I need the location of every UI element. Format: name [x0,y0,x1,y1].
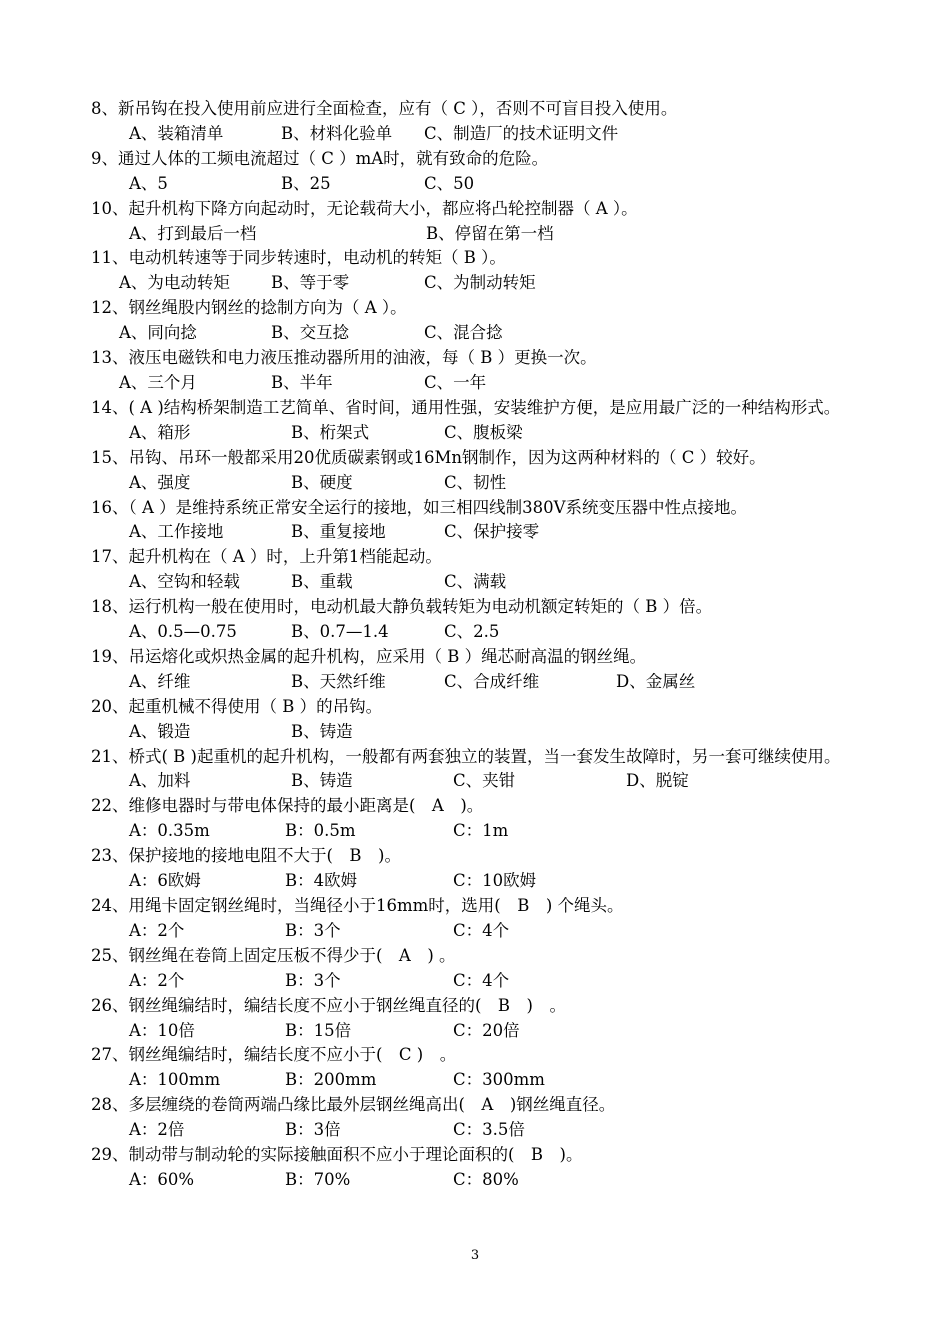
question-text: 16、（ A ）是维持系统正常安全运行的接地，如三相四线制380V系统变压器中性点接地。 [91,497,748,517]
option: A、空钩和轻载 [129,572,240,592]
question-text: 17、起升机构在（ A ）时，上升第1档能起动。 [91,547,442,567]
option: B、等于零 [271,273,350,293]
option: C、50 [424,173,475,193]
option: B、停留在第一档 [426,223,554,243]
option: B、半年 [271,372,333,392]
option-row [91,919,871,944]
option: B：3个 [285,920,341,940]
question-text: 8、新吊钩在投入使用前应进行全面检查，应有（ C ），否则不可盲目投入使用。 [91,99,678,118]
option-row [91,520,871,545]
option: C：80% [453,1169,519,1189]
option: B：70% [285,1169,351,1189]
option-row [91,1168,871,1193]
option-row [91,271,871,296]
option-row [91,570,871,595]
option: C：4个 [453,920,510,940]
page-number: 3 [470,1248,480,1263]
option: A、加料 [129,771,191,791]
option: C、合成纤维 [444,671,540,691]
question-text: 26、钢丝绳编结时，编结长度不应小于钢丝绳直径的( B ) 。 [91,995,566,1015]
option: B：4欧姆 [285,871,358,891]
option: B、材料化验单 [281,123,393,143]
option: C、一年 [424,372,487,392]
question-text: 22、维修电器时与带电体保持的最小距离是( A )。 [91,796,484,816]
option-row [91,620,871,645]
option: A、0.5—0.75 [129,622,237,642]
option-row [91,819,871,844]
option: B、重载 [291,572,353,592]
option-row [91,670,871,695]
option: C、满载 [444,572,507,592]
option: A、纤维 [129,671,191,691]
option: C、2.5 [444,622,500,642]
option: A、装箱清单 [129,123,224,143]
option-row [91,720,871,745]
option: C、保护接零 [444,522,540,542]
question-text: 19、吊运熔化或炽热金属的起升机构，应采用（ B ）绳芯耐高温的钢丝绳。 [91,646,647,666]
option: A、三个月 [119,372,197,392]
question-list [91,97,871,1193]
option: C、夹钳 [453,771,516,791]
option: B、桁架式 [291,422,370,442]
option: A、锻造 [129,721,191,741]
option: A、5 [129,173,168,193]
option-row [91,122,871,147]
option: C：20倍 [453,1020,520,1040]
option: C、混合捻 [424,323,503,343]
option: B：3倍 [285,1120,341,1140]
option: C：10欧姆 [453,871,537,891]
question-text: 12、钢丝绳股内钢丝的捻制方向为（ A ）。 [91,298,407,318]
option: D、脱锭 [626,771,689,791]
option: C：4个 [453,970,510,990]
question-text: 28、多层缠绕的卷筒两端凸缘比最外层钢丝绳高出( A )钢丝绳直径。 [91,1095,616,1115]
option-row [91,969,871,994]
option: B、铸造 [291,721,353,741]
option: A：2个 [129,970,185,990]
option: B、硬度 [291,472,353,492]
question-text: 10、起升机构下降方向起动时，无论载荷大小，都应将凸轮控制器（ A ）。 [91,198,638,218]
option-row [91,1118,871,1143]
option: B、天然纤维 [291,671,386,691]
question-text: 25、钢丝绳在卷筒上固定压板不得少于( A ) 。 [91,945,456,965]
option-row [91,421,871,446]
option: C、韧性 [444,472,507,492]
option: A：10倍 [129,1020,195,1040]
option: C、制造厂的技术证明文件 [424,123,619,143]
question-text: 29、制动带与制动轮的实际接触面积不应小于理论面积的( B )。 [91,1145,583,1165]
question-text: 14、( A )结构桥架制造工艺简单、省时间，通用性强，安装维护方便，是应用最广泛的一种结构形式。 [91,397,841,417]
option: C：3.5倍 [453,1120,525,1140]
option: C：300mm [453,1070,545,1090]
option: C：1m [453,821,509,841]
option: A、工作接地 [129,522,224,542]
option: B、25 [281,173,331,193]
option: B：200mm [285,1070,377,1090]
question-text: 15、吊钩、吊环一般都采用20优质碳素钢或16Mn钢制作，因为这两种材料的（ C ）较好。 [91,447,766,467]
option: A、强度 [129,472,191,492]
option-row [91,222,871,247]
option-row [91,1068,871,1093]
option-row [91,371,871,396]
option: B、重复接地 [291,522,386,542]
option-row [91,172,871,197]
option: D、金属丝 [616,671,696,691]
question-text: 11、电动机转速等于同步转速时，电动机的转矩（ B ）。 [91,248,506,268]
question-text: 20、起重机械不得使用（ B ）的吊钩。 [91,696,383,716]
option: A、为电动转矩 [119,273,230,293]
question-text: 27、钢丝绳编结时，编结长度不应小于( C ) 。 [91,1045,457,1065]
question-text: 18、运行机构一般在使用时，电动机最大静负载转矩为电动机额定转矩的（ B ）倍。 [91,597,713,617]
option: B：3个 [285,970,341,990]
option-row [91,471,871,496]
option: A：100mm [129,1070,221,1090]
option-row [91,1019,871,1044]
question-text: 13、液压电磁铁和电力液压推动器所用的油液，每（ B ）更换一次。 [91,348,597,368]
option-row [91,769,871,794]
question-text: 24、用绳卡固定钢丝绳时，当绳径小于16mm时，选用( B ) 个绳头。 [91,896,624,915]
option: A：60% [129,1169,195,1189]
option: A、箱形 [129,422,191,442]
option: C、腹板梁 [444,422,523,442]
option: B、0.7—1.4 [291,622,389,642]
option: A：2个 [129,920,185,940]
option: B：0.5m [285,821,356,841]
question-text: 21、桥式( B )起重机的起升机构，一般都有两套独立的装置，当一套发生故障时，另一套可继续使用。 [91,746,841,766]
option-row [91,869,871,894]
option-row [91,321,871,346]
option: B、铸造 [291,771,353,791]
option: A、同向捻 [119,323,197,343]
option: A：0.35m [129,821,210,841]
question-text: 9、通过人体的工频电流超过（ C ）mA时，就有致命的危险。 [91,148,549,168]
option: B：15倍 [285,1020,352,1040]
option: C、为制动转矩 [424,273,536,293]
question-text: 23、保护接地的接地电阻不大于( B )。 [91,846,401,866]
option: A：2倍 [129,1120,185,1140]
option: A：6欧姆 [129,871,201,891]
option: B、交互捻 [271,323,350,343]
option: A、打到最后一档 [129,223,257,243]
